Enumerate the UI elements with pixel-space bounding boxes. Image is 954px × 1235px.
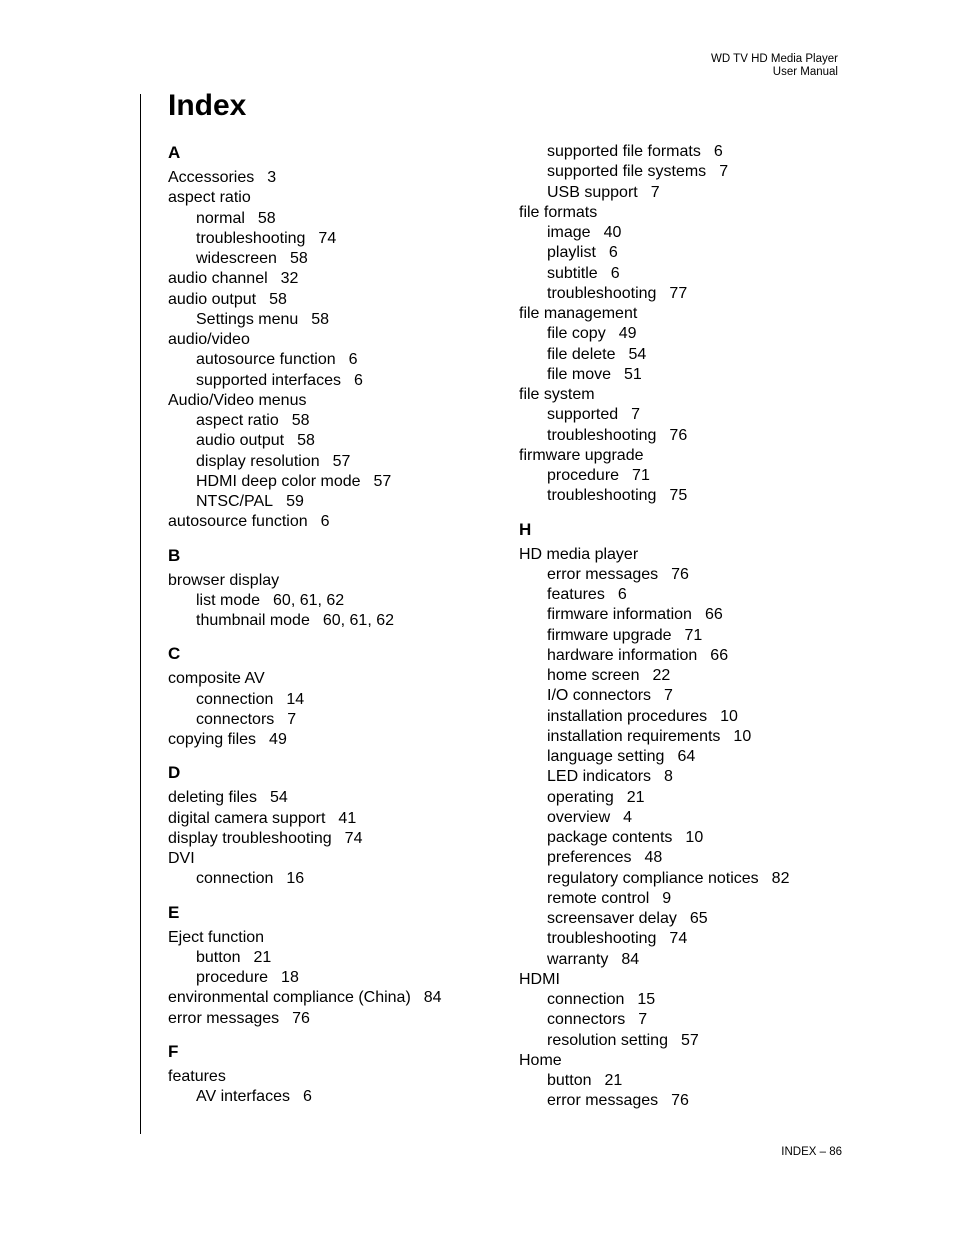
entry-page-ref: 7 — [287, 710, 297, 728]
entry-term: display troubleshooting — [168, 829, 332, 847]
entry-term: subtitle — [547, 264, 598, 282]
index-entry — [519, 385, 789, 405]
entry-page-ref: 57 — [373, 472, 392, 490]
entry-page-ref: 60, 61, 62 — [273, 591, 345, 609]
entry-page-ref: 21 — [604, 1072, 623, 1089]
index-subentry — [168, 690, 442, 710]
index-subentry — [519, 828, 789, 848]
index-subentry — [168, 209, 442, 229]
entry-term: troubleshooting — [196, 229, 306, 247]
index-subentry — [519, 950, 789, 970]
entry-term: thumbnail mode — [196, 612, 310, 629]
index-subentry — [519, 848, 789, 868]
index-entry — [519, 203, 789, 223]
index-group — [168, 142, 442, 533]
entry-page-ref: 10 — [733, 727, 752, 745]
entry-page-ref: 66 — [710, 646, 729, 664]
entry-page-ref: 57 — [680, 1031, 699, 1049]
index-entry — [519, 304, 789, 324]
index-subentry — [168, 591, 442, 611]
entry-term: installation requirements — [547, 727, 721, 745]
index-subentry — [519, 345, 789, 365]
entry-term: troubleshooting — [547, 284, 657, 302]
entry-page-ref: 58 — [257, 209, 276, 227]
entry-page-ref: 60, 61, 62 — [322, 612, 395, 629]
entry-term: preferences — [547, 849, 632, 867]
entry-page-ref: 82 — [771, 869, 790, 887]
index-entry — [168, 669, 442, 689]
entry-term: audio output — [196, 432, 285, 450]
entry-term: list mode — [196, 591, 261, 609]
index-subentry — [519, 1071, 789, 1091]
entry-term: error messages — [547, 565, 659, 583]
index-subentry — [168, 611, 442, 631]
entry-page-ref: 8 — [664, 768, 673, 786]
entry-term: USB support — [547, 183, 638, 201]
index-subentry — [519, 162, 789, 182]
entry-term: NTSC/PAL — [196, 493, 274, 510]
entry-term: environmental compliance (China) — [168, 989, 411, 1007]
entry-page-ref: 41 — [338, 809, 357, 827]
entry-term: file move — [547, 365, 612, 383]
entry-page-ref: 6 — [608, 244, 618, 262]
section-letter: B — [168, 545, 181, 565]
entry-page-ref: 49 — [269, 731, 287, 748]
header-product-title: WD TV HD Media Player — [711, 53, 838, 65]
entry-term: Home — [519, 1051, 562, 1069]
margin-rule — [140, 94, 141, 1134]
entry-term: audio channel — [168, 270, 268, 288]
index-subentry — [519, 666, 789, 686]
entry-page-ref: 57 — [332, 452, 351, 470]
index-subentry — [519, 990, 789, 1010]
entry-term: remote control — [547, 889, 650, 907]
entry-page-ref: 74 — [318, 229, 337, 247]
entry-page-ref: 7 — [631, 406, 641, 424]
header-manual-title: User Manual — [772, 66, 838, 78]
index-subentry — [519, 284, 789, 304]
section-letter: F — [168, 1041, 179, 1061]
index-subentry — [519, 788, 789, 808]
entry-page-ref: 32 — [280, 270, 299, 288]
entry-term: widescreen — [196, 250, 277, 267]
entry-term: resolution setting — [547, 1031, 668, 1049]
index-entry — [519, 545, 789, 565]
index-subentry — [168, 492, 442, 512]
entry-term: language setting — [547, 748, 665, 765]
entry-term: button — [547, 1072, 592, 1089]
entry-term: supported — [547, 406, 619, 424]
running-header — [711, 53, 838, 79]
entry-term: features — [547, 586, 605, 603]
entry-page-ref: 18 — [281, 969, 299, 986]
section-letter: A — [168, 143, 181, 162]
index-subentry — [168, 229, 442, 249]
entry-term: features — [168, 1067, 226, 1085]
index-subentry — [519, 223, 789, 243]
entry-term: Settings menu — [196, 310, 299, 328]
index-entry — [168, 1009, 442, 1029]
entry-term: procedure — [196, 969, 269, 986]
entry-page-ref: 49 — [618, 325, 637, 343]
index-subentry — [519, 909, 789, 929]
entry-term: firmware upgrade — [519, 446, 644, 464]
entry-term: file management — [519, 305, 638, 322]
index-entry — [168, 849, 442, 869]
entry-term: connectors — [196, 710, 275, 728]
entry-page-ref: 7 — [650, 183, 660, 201]
index-entry — [168, 269, 442, 289]
entry-page-ref: 66 — [704, 606, 723, 624]
entry-page-ref: 15 — [637, 991, 656, 1008]
index-column-right — [519, 142, 789, 1112]
index-subentry — [168, 431, 442, 451]
entry-page-ref: 4 — [623, 808, 633, 826]
index-subentry — [519, 585, 789, 605]
entry-page-ref: 14 — [286, 690, 305, 708]
index-subentry — [519, 365, 789, 385]
index-subentry — [519, 869, 789, 889]
page-footer: INDEX – 86 — [781, 1146, 842, 1158]
entry-term: overview — [547, 808, 611, 826]
index-subentry — [519, 264, 789, 284]
entry-term: LED indicators — [547, 768, 652, 786]
entry-page-ref: 7 — [638, 1011, 648, 1029]
entry-page-ref: 7 — [664, 687, 673, 705]
index-group — [168, 762, 442, 889]
entry-term: Accessories — [168, 169, 255, 186]
index-subentry — [519, 1031, 789, 1051]
entry-term: audio/video — [168, 331, 250, 348]
index-subentry — [168, 249, 442, 269]
index-subentry — [519, 486, 789, 506]
index-column-left — [168, 142, 442, 1107]
entry-page-ref: 6 — [320, 513, 330, 531]
entry-term: aspect ratio — [196, 412, 279, 429]
index-subentry — [168, 472, 442, 492]
index-subentry — [519, 808, 789, 828]
entry-page-ref: 6 — [353, 371, 363, 389]
index-subentry — [519, 142, 789, 162]
entry-term: package contents — [547, 829, 673, 846]
index-entry — [168, 290, 442, 310]
entry-page-ref: 6 — [617, 586, 627, 603]
entry-page-ref: 74 — [344, 829, 363, 847]
entry-term: display resolution — [196, 452, 320, 470]
section-letter: E — [168, 902, 180, 922]
entry-term: screensaver delay — [547, 910, 677, 927]
entry-page-ref: 6 — [302, 1088, 312, 1105]
entry-term: copying files — [168, 731, 257, 748]
entry-term: troubleshooting — [547, 426, 657, 444]
entry-term: error messages — [547, 1092, 659, 1110]
index-subentry — [519, 1091, 789, 1111]
entry-term: digital camera support — [168, 809, 326, 827]
entry-page-ref: 7 — [719, 163, 729, 181]
entry-term: connection — [547, 991, 625, 1008]
entry-term: connectors — [547, 1011, 626, 1029]
entry-page-ref: 58 — [289, 250, 308, 267]
index-subentry — [519, 243, 789, 263]
entry-page-ref: 6 — [348, 351, 358, 369]
index-entry — [168, 809, 442, 829]
entry-page-ref: 65 — [689, 910, 708, 927]
entry-term: normal — [196, 209, 245, 227]
index-group — [519, 519, 789, 1112]
entry-term: connection — [196, 870, 274, 888]
index-subentry — [519, 929, 789, 949]
entry-page-ref: 76 — [669, 426, 688, 444]
entry-page-ref: 54 — [628, 345, 647, 363]
entry-term: troubleshooting — [547, 487, 657, 505]
entry-term: autosource function — [168, 513, 308, 531]
entry-page-ref: 58 — [311, 310, 330, 328]
index-subentry — [519, 405, 789, 425]
section-letter: H — [519, 519, 532, 539]
entry-page-ref: 10 — [685, 829, 704, 846]
index-subentry — [519, 1010, 789, 1030]
entry-term: image — [547, 224, 591, 241]
entry-term: installation procedures — [547, 707, 708, 725]
index-entry — [168, 928, 442, 948]
entry-term: DVI — [168, 850, 195, 867]
index-subentry — [168, 869, 442, 889]
entry-page-ref: 6 — [713, 143, 723, 160]
entry-page-ref: 40 — [603, 224, 622, 241]
index-subentry — [519, 747, 789, 767]
entry-page-ref: 10 — [720, 707, 738, 725]
entry-term: home screen — [547, 667, 640, 684]
index-subentry — [168, 371, 442, 391]
index-entry — [168, 571, 442, 591]
index-subentry — [168, 710, 442, 730]
index-entry — [168, 188, 442, 208]
entry-term: firmware information — [547, 606, 692, 624]
entry-term: error messages — [168, 1009, 280, 1027]
page-title: Index — [168, 89, 247, 122]
index-subentry — [519, 426, 789, 446]
index-entry — [168, 829, 442, 849]
entry-page-ref: 51 — [624, 365, 642, 383]
index-subentry — [168, 411, 442, 431]
index-subentry — [168, 968, 442, 988]
entry-term: warranty — [547, 950, 609, 968]
index-entry — [168, 330, 442, 350]
entry-page-ref: 71 — [632, 467, 650, 484]
entry-term: AV interfaces — [196, 1088, 290, 1105]
entry-term: autosource function — [196, 351, 336, 369]
index-subentry — [519, 646, 789, 666]
index-subentry — [519, 626, 789, 646]
index-subentry — [519, 183, 789, 203]
entry-page-ref: 59 — [286, 493, 304, 510]
entry-term: connection — [196, 690, 274, 708]
entry-term: operating — [547, 788, 614, 806]
entry-term: supported file formats — [547, 143, 701, 160]
index-entry — [168, 788, 442, 808]
index-subentry — [168, 350, 442, 370]
entry-term: HDMI — [519, 970, 560, 988]
entry-term: file formats — [519, 203, 598, 221]
entry-term: HD media player — [519, 545, 639, 563]
index-subentry — [168, 1087, 442, 1107]
index-entry — [519, 446, 789, 466]
index-entry — [168, 168, 442, 188]
entry-page-ref: 58 — [269, 290, 287, 308]
index-group — [168, 545, 442, 632]
entry-term: deleting files — [168, 789, 257, 807]
entry-page-ref: 3 — [267, 169, 277, 186]
entry-term: firmware upgrade — [547, 626, 672, 644]
index-entry — [519, 1051, 789, 1071]
index-group — [519, 142, 789, 507]
entry-page-ref: 75 — [669, 487, 688, 505]
entry-page-ref: 54 — [269, 789, 288, 807]
entry-page-ref: 9 — [662, 889, 672, 907]
index-subentry — [519, 889, 789, 909]
entry-term: button — [196, 948, 241, 966]
entry-page-ref: 22 — [652, 667, 671, 684]
entry-page-ref: 74 — [669, 930, 688, 948]
index-entry — [519, 970, 789, 990]
section-letter: C — [168, 644, 181, 664]
entry-page-ref: 16 — [286, 870, 305, 888]
index-subentry — [168, 310, 442, 330]
index-entry — [168, 391, 442, 411]
entry-page-ref: 21 — [626, 788, 645, 806]
index-group — [168, 1041, 442, 1108]
entry-term: file copy — [547, 325, 606, 343]
index-subentry — [168, 948, 442, 968]
index-subentry — [519, 324, 789, 344]
entry-term: file system — [519, 386, 595, 403]
entry-page-ref: 77 — [669, 284, 688, 302]
entry-term: browser display — [168, 571, 280, 589]
entry-page-ref: 76 — [671, 565, 689, 583]
index-subentry — [519, 605, 789, 625]
entry-term: aspect ratio — [168, 189, 251, 207]
entry-term: playlist — [547, 244, 596, 262]
entry-term: troubleshooting — [547, 930, 657, 948]
entry-term: file delete — [547, 345, 616, 363]
entry-term: supported file systems — [547, 163, 707, 181]
entry-term: audio output — [168, 290, 257, 308]
index-entry — [168, 988, 442, 1008]
index-group — [168, 902, 442, 1029]
index-subentry — [519, 707, 789, 727]
index-entry — [168, 1067, 442, 1087]
entry-term: supported interfaces — [196, 371, 341, 389]
entry-page-ref: 6 — [610, 264, 620, 282]
index-subentry — [519, 767, 789, 787]
index-entry — [168, 730, 442, 750]
index-group — [168, 643, 442, 750]
entry-term: I/O connectors — [547, 687, 652, 705]
entry-term: HDMI deep color mode — [196, 472, 361, 490]
entry-page-ref: 76 — [671, 1092, 689, 1110]
entry-term: Audio/Video menus — [168, 391, 307, 409]
index-subentry — [168, 452, 442, 472]
index-entry — [168, 512, 442, 532]
index-subentry — [519, 686, 789, 706]
index-subentry — [519, 565, 789, 585]
index-subentry — [519, 466, 789, 486]
entry-term: regulatory compliance notices — [547, 869, 759, 887]
entry-page-ref: 64 — [677, 748, 696, 765]
entry-page-ref: 48 — [644, 849, 663, 867]
entry-page-ref: 71 — [684, 626, 703, 644]
entry-term: composite AV — [168, 670, 265, 688]
entry-page-ref: 84 — [423, 989, 442, 1007]
entry-page-ref: 58 — [291, 412, 310, 429]
entry-term: procedure — [547, 467, 620, 484]
entry-page-ref: 76 — [292, 1009, 310, 1027]
entry-page-ref: 58 — [297, 432, 315, 450]
entry-term: Eject function — [168, 928, 265, 946]
index-subentry — [519, 727, 789, 747]
entry-page-ref: 84 — [621, 950, 640, 968]
entry-page-ref: 21 — [253, 948, 272, 966]
entry-term: hardware information — [547, 646, 698, 664]
section-letter: D — [168, 763, 181, 783]
